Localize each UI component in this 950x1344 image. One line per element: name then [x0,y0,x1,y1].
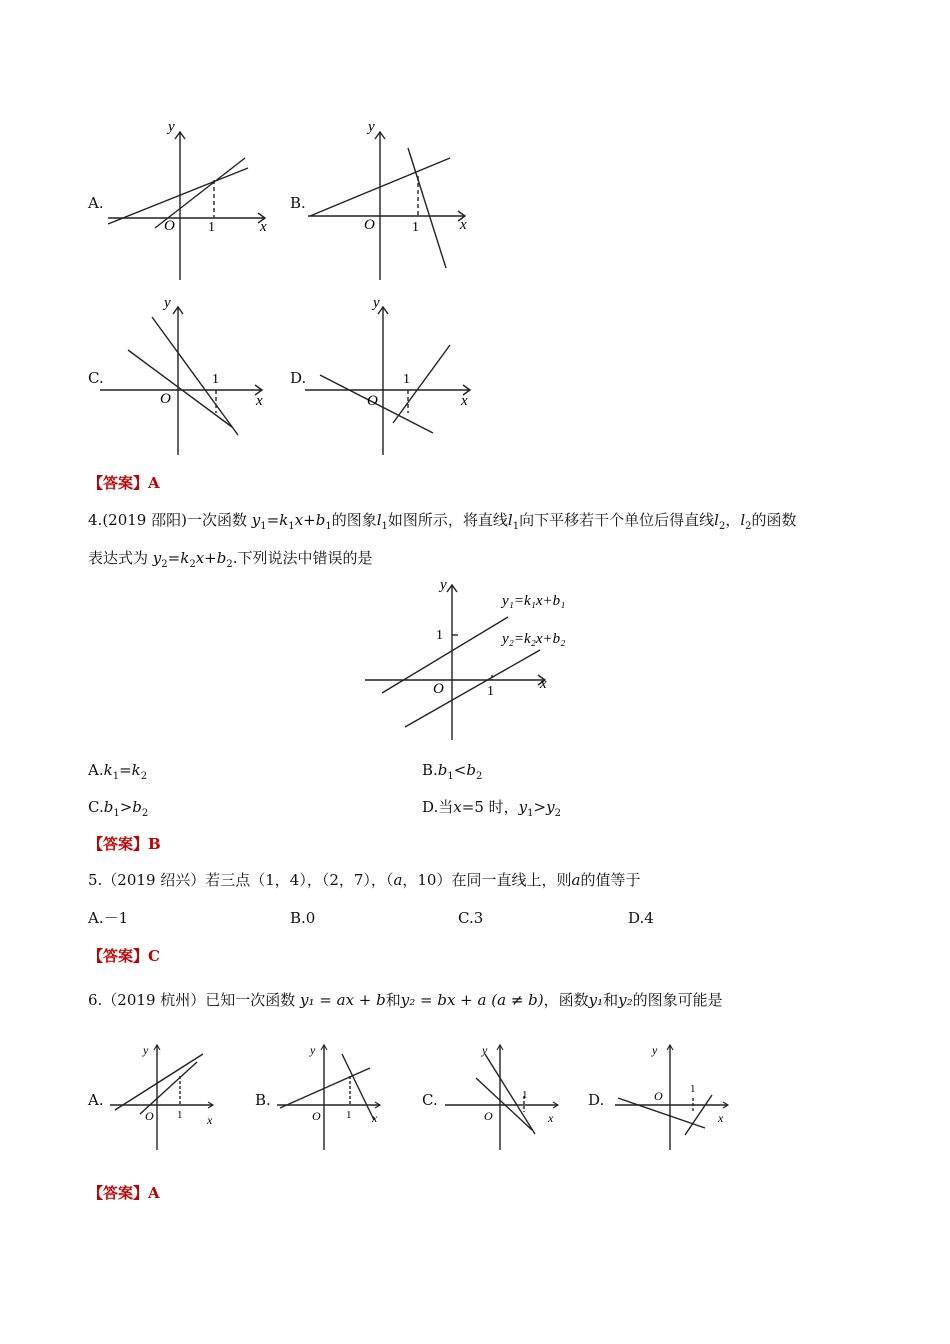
q6-answer: 【答案】A [88,1184,160,1202]
svg-text:O: O [160,391,171,407]
q4-option-d: D.当x=5 时，$y_1>y_2$ [422,798,561,819]
svg-text:O: O [654,1089,663,1103]
q3-option-b-label: B. [290,194,306,212]
q6-option-d-label: D. [588,1091,605,1109]
svg-text:y: y [164,295,171,311]
q6-question: 6.（2019 杭州）已知一次函数 y₁ = ax + b和y₂ = bx + a (a ≠ b)，函数y₁和y₂的图象可能是 [88,991,723,1009]
svg-text:x: x [256,393,263,409]
eq1-label: y₁=k₁x+b₁ [502,593,566,609]
q5-option-a: A.－1 [88,909,129,927]
x-label: x [260,219,267,235]
q5-answer: 【答案】C [88,947,160,965]
graph-line [108,168,248,224]
q5-option-d: D.4 [628,909,654,927]
q3-graph-d [305,295,480,460]
svg-text:y: y [368,119,375,135]
q4-answer: 【答案】B [88,835,161,853]
svg-text:y: y [310,1043,316,1057]
svg-text:1: 1 [403,372,410,387]
svg-text:1: 1 [487,684,494,699]
q6-option-a-label: A. [88,1091,104,1109]
q3-answer: 【答案】A [88,474,160,492]
svg-text:1: 1 [177,1109,183,1121]
q3-graph-a [100,118,280,288]
svg-text:x: x [718,1111,724,1125]
q4-option-a: $A.k_1=k_2$ [88,761,148,782]
q5-question: 5.（2019 绍兴）若三点（1，4），（2，7），（a，10）在同一直线上，则a的值等于 [88,871,641,889]
graph-line [408,148,446,268]
svg-text:y: y [482,1043,488,1057]
q5-option-b: B.0 [290,909,316,927]
q4-option-b: $B.b_1<b_2$ [422,761,483,782]
q6-option-c-label: C. [422,1091,438,1109]
q6-graph-d [610,1040,735,1152]
q3-graph-b [300,118,480,288]
svg-text:O: O [484,1109,493,1123]
svg-text:y: y [652,1043,658,1057]
svg-text:O: O [367,393,378,409]
svg-text:1: 1 [346,1109,352,1121]
svg-text:1: 1 [690,1083,696,1095]
q4-line-1: 4.(2019 邵阳)一次函数 $y_1=k_1x+b_1$的图象$l_1$如图所示，将直线$l_1$向下平移若干个单位后得直线$l_2$，$l_2$的函数 [88,511,797,532]
svg-text:O: O [145,1109,154,1123]
svg-text:O: O [433,681,444,697]
svg-text:O: O [364,217,375,233]
svg-text:x: x [207,1113,213,1127]
q6-option-b-label: B. [255,1091,271,1109]
y-label: y [168,119,175,135]
graph-line [128,350,232,427]
svg-text:x: x [540,676,547,692]
q3-graph-c [100,295,270,460]
graph-line [393,345,450,423]
svg-text:x: x [460,217,467,233]
one-label: 1 [208,220,215,235]
svg-text:1: 1 [412,220,419,235]
q3-option-a-label: A. [88,194,104,212]
q6-graph-a [105,1040,220,1152]
svg-text:y: y [143,1043,149,1057]
q4-option-c: $C.b_1>b_2$ [88,798,149,819]
svg-text:x: x [548,1111,554,1125]
svg-text:y: y [440,577,447,593]
svg-text:1: 1 [522,1089,528,1101]
line-y1 [382,617,508,693]
q3-option-d-label: D. [290,369,307,387]
q4-line-2: 表达式为 $y_2=k_2x+b_2$.下列说法中错误的是 [88,549,373,570]
q5-option-c: C.3 [458,909,484,927]
svg-text:x: x [372,1111,378,1125]
graph-line [152,317,238,435]
svg-text:x: x [461,393,468,409]
q4-graph [360,575,600,745]
svg-text:1: 1 [436,628,443,643]
svg-text:1: 1 [212,372,219,387]
q6-graph-b [272,1040,387,1152]
q6-graph-c [440,1040,565,1152]
q3-option-c-label: C. [88,369,104,387]
origin-label: O [164,218,175,234]
svg-text:y: y [373,295,380,311]
line-y2 [405,650,540,727]
eq2-label: y₂=k₂x+b₂ [502,631,566,647]
svg-text:O: O [312,1109,321,1123]
